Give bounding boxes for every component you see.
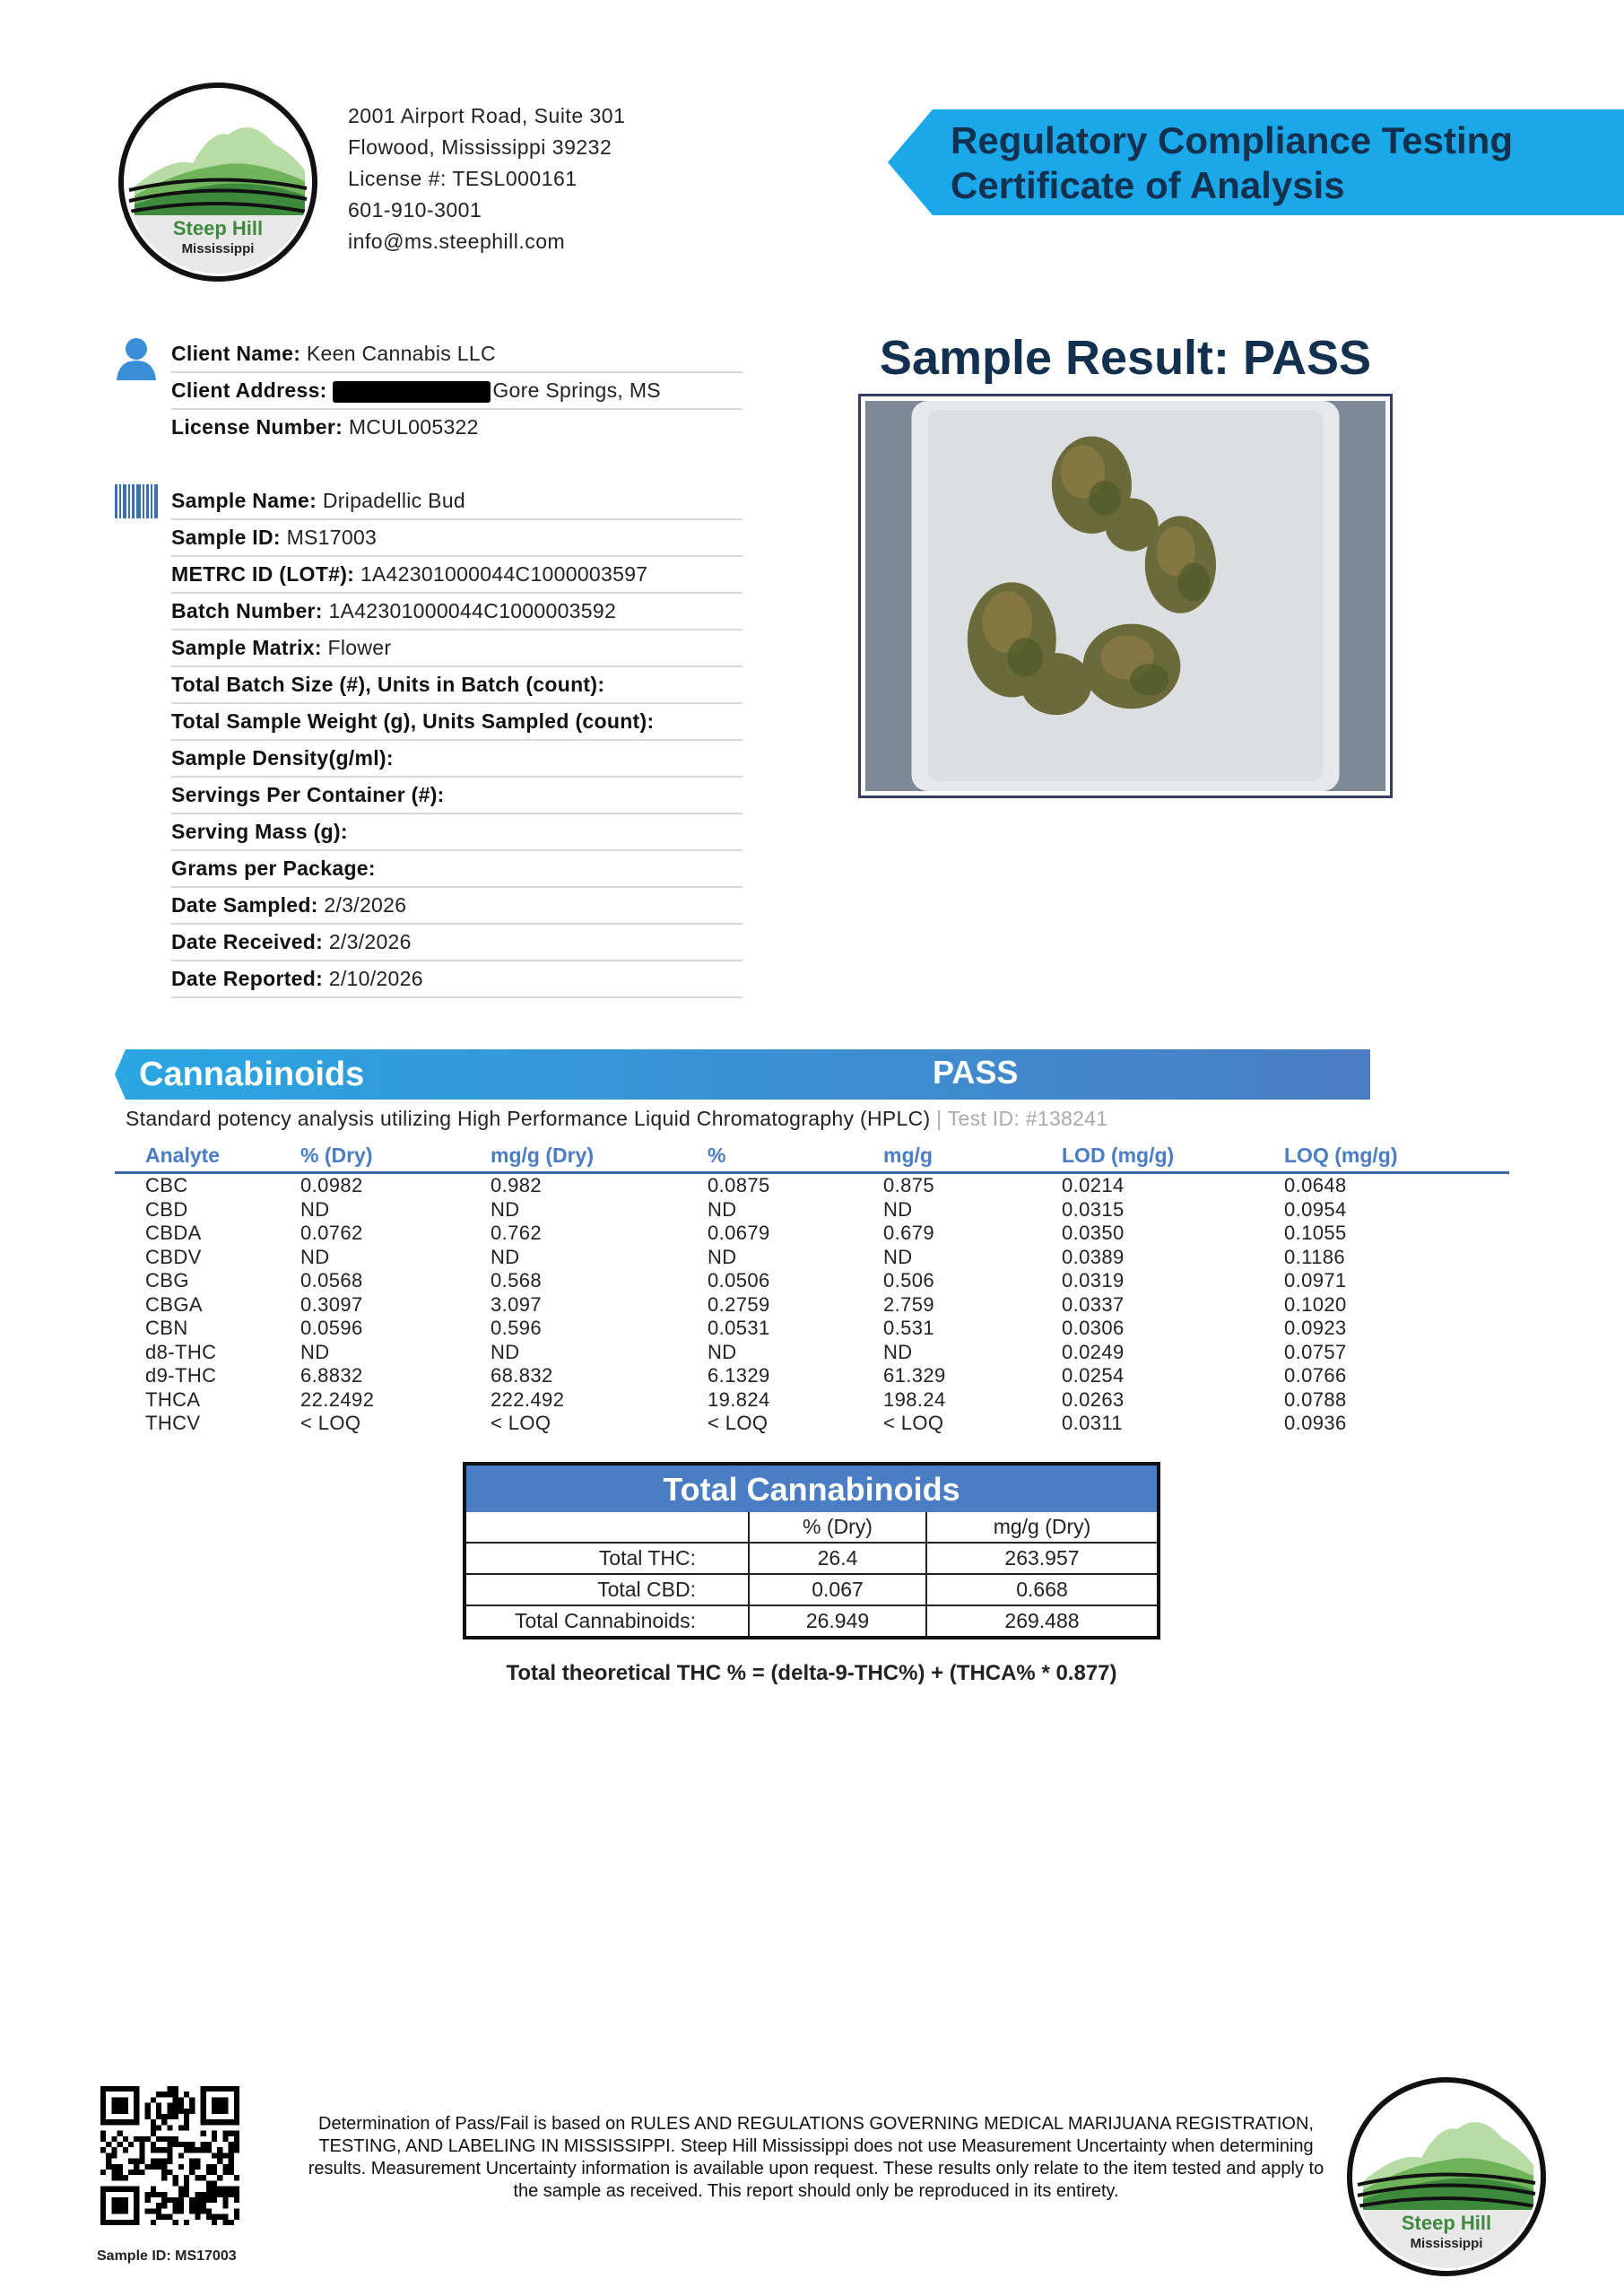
qr-code [100,2086,239,2225]
totals-value: 26.949 [749,1605,926,1636]
client-address-label: Client Address: [171,378,327,402]
analyte-value: 0.0337 [1062,1292,1125,1316]
table-row [115,1341,1509,1365]
table-row [115,1198,1509,1222]
analyte-value: 22.2492 [300,1387,375,1411]
person-icon [115,335,158,382]
method-text: Standard potency analysis utilizing High Performance Liquid Chromatography (HPLC) [126,1107,931,1130]
analyte-value: < LOQ [491,1412,551,1434]
analyte-value: 6.8832 [300,1364,363,1387]
test-id: | Test ID: #138241 [936,1107,1108,1130]
table-row [115,1269,1509,1293]
analyte-value: ND [708,1197,737,1221]
lab-license: License #: TESL000161 [348,167,578,190]
client-address-value: Gore Springs, MS [492,378,661,402]
totals-header-mgg-dry: mg/g (Dry) [926,1512,1157,1543]
sample-row [171,924,743,961]
lab-address-block [348,100,625,257]
banner-line-1: Regulatory Compliance Testing [951,119,1513,161]
analyte-value: ND [708,1340,737,1363]
sample-row [171,666,743,704]
analyte-value: 0.0757 [1284,1340,1347,1363]
totals-label: Total THC: [466,1543,749,1574]
analyte-value: 0.3097 [300,1292,363,1316]
analyte-value: 0.0971 [1284,1269,1347,1292]
analyte-value: 0.0982 [300,1174,363,1196]
analyte-value: ND [300,1197,330,1221]
sample-label: Date Received: [171,930,324,953]
analyte-value: 222.492 [491,1387,565,1411]
table-row [466,1543,1157,1574]
sample-row [171,740,743,778]
analyte-value: ND [708,1245,737,1268]
sample-row [171,519,743,557]
analyte-value: 0.0954 [1284,1197,1347,1221]
sample-label: Grams per Package: [171,857,376,880]
analyte-value: 0.0788 [1284,1387,1347,1411]
col-header-pct-dry: % (Dry) [300,1139,491,1173]
cannabinoid-results-table [115,1139,1509,1436]
col-header-lod: LOD (mg/g) [1062,1139,1284,1173]
analyte-value: ND [491,1245,520,1268]
analyte-value: ND [300,1245,330,1268]
analyte-value: < LOQ [883,1412,944,1434]
analyte-value: < LOQ [708,1412,769,1434]
sample-value: Dripadellic Bud [322,489,466,512]
col-header-analyte: Analyte [115,1139,300,1173]
sample-row [171,961,743,998]
sample-value: 2/3/2026 [328,930,412,953]
analyte-value: 0.0923 [1284,1317,1347,1339]
lab-address-line: 2001 Airport Road, Suite 301 [348,104,626,127]
totals-value: 269.488 [926,1605,1157,1636]
total-cannabinoids-title: Total Cannabinoids [466,1465,1157,1512]
steep-hill-logo-footer [1345,2075,1548,2278]
totals-label: Total CBD: [466,1574,749,1605]
analyte-value: 0.0350 [1062,1222,1125,1244]
sample-row [171,593,743,631]
sample-label: Serving Mass (g): [171,820,348,843]
analyte-value: 0.0766 [1284,1364,1347,1387]
banner-line-2: Certificate of Analysis [951,164,1345,206]
analyte-name: CBGA [145,1292,203,1316]
analyte-value: 0.596 [491,1317,543,1339]
analyte-value: 0.1055 [1284,1222,1347,1244]
totals-value: 0.668 [926,1574,1157,1605]
sample-row [171,556,743,594]
disclaimer-text: Determination of Pass/Fail is based on RULES AND REGULATIONS GOVERNING MEDICAL MARIJUANA REGISTRATION, TESTING, AND LABELING IN MISSISSIPPI. Steep Hill Mississippi does not use Measurement Uncertainty when determining results. Measurement Uncertainty information is available upon request. These results only relate to the item tested and apply to the sample as received. This report should only be reproduced in its entirety. [308,2114,1324,2201]
analyte-name: CBC [145,1174,188,1196]
banner-title [951,118,1513,208]
analyte-value: 0.0762 [300,1222,363,1244]
analyte-name: CBDA [145,1222,202,1244]
client-address-row [171,372,743,410]
sample-row [171,483,743,520]
analyte-value: 0.0315 [1062,1197,1125,1221]
analyte-value: 0.0249 [1062,1340,1125,1363]
analyte-value: 0.0311 [1062,1412,1124,1434]
analyte-name: CBD [145,1197,188,1221]
sample-label: Servings Per Container (#): [171,783,445,806]
table-header-row [466,1512,1157,1543]
analyte-value: 0.0306 [1062,1317,1125,1339]
sample-value: 1A42301000044C1000003597 [360,562,648,586]
lab-address-line: Flowood, Mississippi 39232 [348,135,612,159]
analyte-value: ND [883,1245,913,1268]
analyte-value: 0.0875 [708,1174,770,1196]
sample-label: METRC ID (LOT#): [171,562,355,586]
redacted-block [333,381,491,403]
analyte-value: ND [300,1340,330,1363]
total-cannabinoids-table [466,1512,1157,1636]
sample-value: 2/10/2026 [328,967,423,990]
analyte-value: 0.506 [883,1269,935,1292]
col-header-mgg-dry: mg/g (Dry) [491,1139,708,1173]
sample-label: Batch Number: [171,599,323,622]
analyte-value: 68.832 [491,1364,553,1387]
analyte-value: 0.0531 [708,1317,770,1339]
table-row [115,1173,1509,1198]
analyte-value: 0.0568 [300,1269,363,1292]
client-license-value: MCUL005322 [348,415,479,439]
lab-phone: 601-910-3001 [348,198,482,222]
analyte-value: 198.24 [883,1387,946,1411]
table-header-row [115,1139,1509,1173]
analyte-name: THCA [145,1387,201,1411]
client-name-label: Client Name: [171,342,301,365]
analyte-value: 0.679 [883,1222,935,1244]
analyte-value: 0.1186 [1284,1245,1346,1268]
coa-banner [888,109,1624,215]
sample-label: Date Sampled: [171,893,318,917]
analyte-value: 0.1020 [1284,1292,1347,1316]
client-license-label: License Number: [171,415,343,439]
table-row [466,1574,1157,1605]
analyte-value: 0.0936 [1284,1412,1347,1434]
lab-email: info@ms.steephill.com [348,230,566,253]
analyte-value: 0.568 [491,1269,543,1292]
analyte-value: 19.824 [708,1387,770,1411]
totals-value: 26.4 [749,1543,926,1574]
sample-label: Sample Name: [171,489,317,512]
client-name-value: Keen Cannabis LLC [306,342,496,365]
sample-row [171,703,743,741]
sample-value: Flower [327,636,392,659]
col-header-loq: LOQ (mg/g) [1284,1139,1509,1173]
analyte-value: 0.0254 [1062,1364,1125,1387]
analyte-name: d8-THC [145,1340,217,1363]
sample-row [171,850,743,888]
table-row [115,1246,1509,1270]
sample-photo [865,401,1385,791]
totals-header-pct-dry: % (Dry) [749,1512,926,1543]
analyte-name: d9-THC [145,1364,217,1387]
analyte-name: THCV [145,1412,201,1434]
sample-row [171,887,743,925]
sample-row [171,777,743,814]
table-row [115,1364,1509,1388]
sample-value: 1A42301000044C1000003592 [328,599,617,622]
sample-label: Sample ID: [171,526,281,549]
sample-label: Total Batch Size (#), Units in Batch (count): [171,673,605,696]
method-description [126,1103,1107,1134]
sample-label: Total Sample Weight (g), Units Sampled (count): [171,709,655,733]
totals-header-blank [466,1512,749,1543]
analyte-value: ND [491,1340,520,1363]
analyte-rows [115,1173,1509,1436]
sample-label: Sample Density(g/ml): [171,746,394,770]
svg-text:Mississippi: Mississippi [1410,2236,1483,2251]
sample-label: Date Reported: [171,967,324,990]
total-cannabinoids-box [463,1462,1160,1639]
table-row [466,1605,1157,1636]
analyte-value: 61.329 [883,1364,946,1387]
analyte-value: 0.762 [491,1222,543,1244]
analyte-value: 3.097 [491,1292,543,1316]
analyte-value: < LOQ [300,1412,361,1434]
table-row [115,1222,1509,1246]
client-name-row [171,335,743,373]
totals-value: 263.957 [926,1543,1157,1574]
analyte-value: 0.0679 [708,1222,770,1244]
analyte-value: 0.982 [491,1174,543,1196]
analyte-value: 0.0263 [1062,1387,1125,1411]
table-row [115,1412,1509,1436]
sample-result-title: Sample Result: PASS [879,331,1372,385]
analyte-value: 0.0319 [1062,1269,1125,1292]
cannabinoids-status: PASS [933,1054,1019,1091]
analyte-name: CBG [145,1269,189,1292]
table-row [115,1388,1509,1413]
footer-sample-id: Sample ID: MS17003 [97,2248,237,2264]
steep-hill-logo [117,81,319,283]
sample-row [171,813,743,851]
analyte-name: CBDV [145,1245,202,1268]
thc-formula: Total theoretical THC % = (delta-9-THC%) + (THCA% * 0.877) [506,1661,1117,1685]
analyte-value: ND [491,1197,520,1221]
logo-text-steep-hill: Steep Hill [172,217,264,239]
col-header-mgg: mg/g [883,1139,1062,1173]
table-row [115,1317,1509,1341]
col-header-pct: % [708,1139,883,1173]
analyte-value: 0.0389 [1062,1245,1125,1268]
cannabinoids-title: Cannabinoids [139,1056,365,1093]
analyte-value: 0.0648 [1284,1174,1347,1196]
sample-label: Sample Matrix: [171,636,322,659]
analyte-value: 0.531 [883,1317,935,1339]
logo-text-mississippi: Mississippi [181,241,255,257]
totals-label: Total Cannabinoids: [466,1605,749,1636]
analyte-value: 2.759 [883,1292,935,1316]
sample-value: MS17003 [286,526,378,549]
analyte-value: 0.2759 [708,1292,770,1316]
analyte-name: CBN [145,1317,188,1339]
analyte-value: 6.1329 [708,1364,770,1387]
analyte-value: ND [883,1197,913,1221]
svg-text:Steep Hill: Steep Hill [1401,2212,1492,2234]
analyte-value: 0.0506 [708,1269,770,1292]
analyte-value: 0.0214 [1062,1174,1125,1196]
sample-value: 2/3/2026 [324,893,407,917]
analyte-value: 0.875 [883,1174,935,1196]
sample-row [171,630,743,667]
analyte-value: ND [883,1340,913,1363]
table-row [115,1293,1509,1318]
totals-value: 0.067 [749,1574,926,1605]
sample-photo-frame [858,394,1393,798]
analyte-value: 0.0596 [300,1317,363,1339]
client-license-row [171,409,743,445]
barcode-icon [115,484,158,518]
